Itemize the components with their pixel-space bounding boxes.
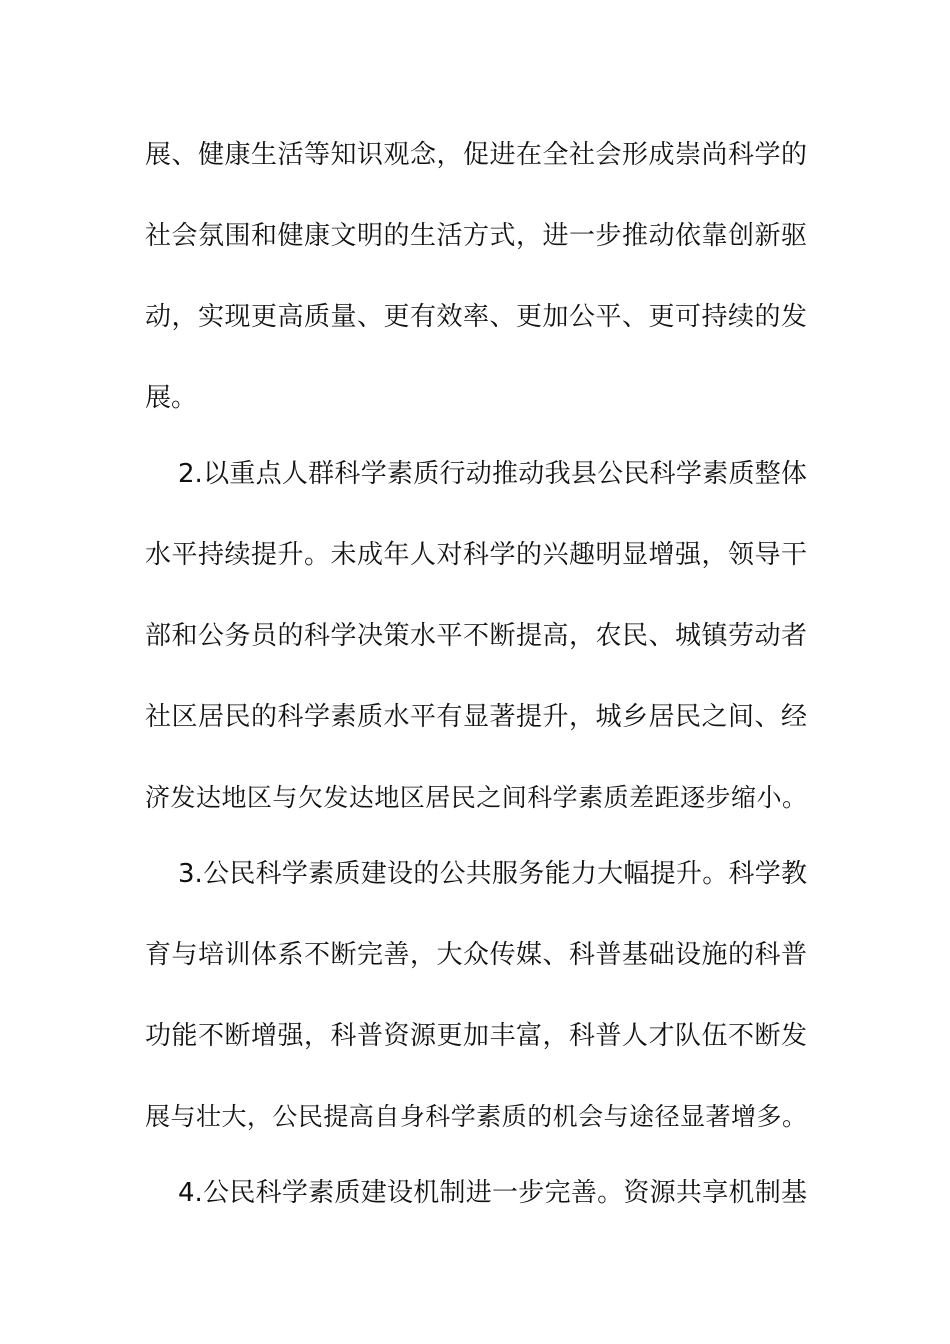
text-line: 功能不断增强，科普资源更加丰富，科普人才队伍不断发 xyxy=(145,1021,807,1051)
text-line: 展、健康生活等知识观念，促进在全社会形成崇尚科学的 xyxy=(145,140,807,170)
text-line: 水平持续提升。未成年人对科学的兴趣明显增强，领导干 xyxy=(145,540,807,570)
text-line: 社会氛围和健康文明的生活方式，进一步推动依靠创新驱 xyxy=(145,221,807,251)
text-line: 部和公务员的科学决策水平不断提高，农民、城镇劳动者 xyxy=(145,621,807,651)
text-line: 展与壮大，公民提高自身科学素质的机会与途径显著增多。 xyxy=(145,1102,807,1131)
text-line: 动，实现更高质量、更有效率、更加公平、更可持续的发 xyxy=(145,302,807,332)
text-line: 2.以重点人群科学素质行动推动我县公民科学素质整体 xyxy=(178,459,807,489)
text-line: 3.公民科学素质建设的公共服务能力大幅提升。科学教 xyxy=(178,859,807,889)
text-line: 社区居民的科学素质水平有显著提升，城乡居民之间、经 xyxy=(145,702,807,732)
text-line: 济发达地区与欠发达地区居民之间科学素质差距逐步缩小。 xyxy=(145,783,807,812)
text-line: 4.公民科学素质建设机制进一步完善。资源共享机制基 xyxy=(178,1178,807,1208)
text-line: 展。 xyxy=(145,383,198,413)
text-line: 育与培训体系不断完善，大众传媒、科普基础设施的科普 xyxy=(145,940,807,970)
